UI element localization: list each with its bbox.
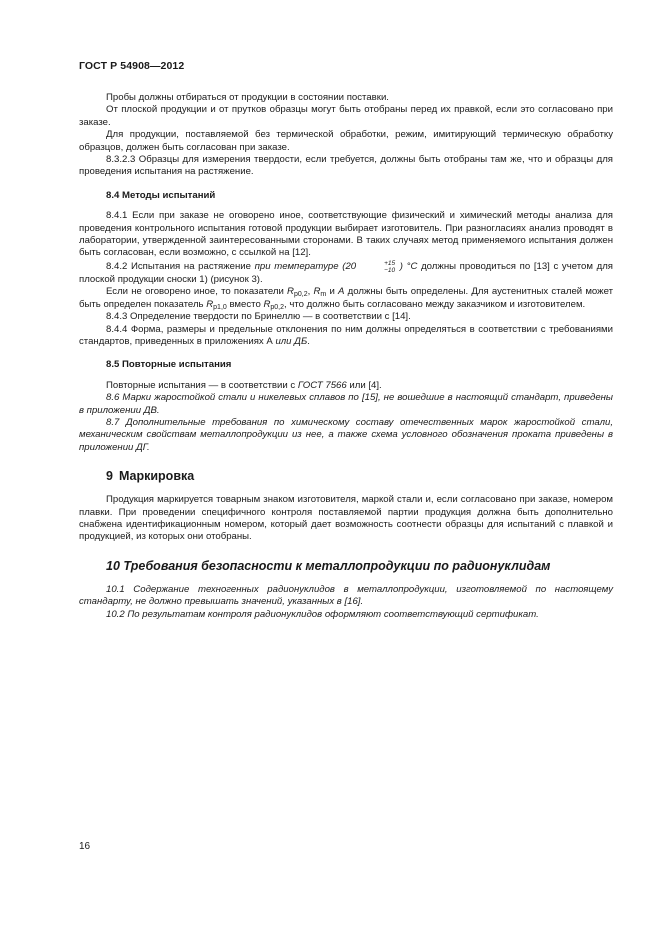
paragraph-10-2: 10.2 По результатам контроля радионуклидов оформляют соответствующий сертификат. (106, 608, 539, 620)
paragraph: Пробы должны отбираться от продукции в состоянии поставки. (106, 92, 389, 103)
paragraph-8-4-2-cont: Если не оговорено иное, то показатели $R_{p0,2}$, $R_m$ и A должны быть определены. Для аустенитных сталей может быть определен показатель $R_{p1,0}$ вместо $R_{p0,2}$, что должно быть согласовано между заказчиком и изготовителем. (79, 286, 613, 311)
paragraph-8-6: 8.6 Марки жаростойкой стали и никелевых сплавов по [15], не вошедшие в настоящий стандарт, приведены в приложении ДВ. (79, 392, 613, 416)
document-body (79, 92, 613, 621)
paragraph-8-7: 8.7 Дополнительные требования по химическому составу отечественных марок жаростойкой стали, механическим свойствам металлопродукции из нее, а также схема условного обозначения проката приведены в приложении ДГ. (79, 416, 613, 453)
paragraph: Для продукции, поставляемой без термической обработки, режим, имитирующий термическую обработку образцов, должен быть согласован при заказе. (79, 129, 613, 153)
paragraph: От плоской продукции и от прутков образцы могут быть отобраны перед их правкой, если это согласовано при заказе. (79, 104, 613, 128)
paragraph-10-1: 10.1 Содержание техногенных радионуклидов в металлопродукции, изготовляемой по настоящему стандарту, не должно превышать значений, указанных в [16]. (79, 583, 613, 608)
paragraph-8-3-2-3: 8.3.2.3 Образцы для измерения твердости, если требуется, должны быть отобраны там же, что и образцы для проведения испытания на растяжение. (79, 154, 613, 178)
section-heading-8-4: 8.4 Методы испытаний (106, 189, 216, 201)
paragraph-8-4-1: 8.4.1 Если при заказе не оговорено иное, соответствующие физический и химический методы анализа для проведения контрольного испытания готовой продукции выбирает изготовитель. При разногласиях анализ проводят в лаборатории, утвержденной заинтересованными сторонами. В таких случаях метод применяемого испытания должен быть согласован, если возможно, с ссылкой на [12]. (79, 210, 613, 259)
standard-header: ГОСТ Р 54908—2012 (79, 60, 185, 72)
page-number: 16 (79, 841, 91, 852)
section-heading-9: 9 Маркировка (106, 469, 195, 484)
paragraph-9: Продукция маркируется товарным знаком изготовителя, маркой стали и, если согласовано при заказе, номером плавки. При проведении специфичного контроля поставляемой партии продукция должна быть дополнительно снабжена идентификационным номером, который дает возможность соотнести образцы для испытаний с плавкой и продукцией, из которых они отобраны. (79, 494, 613, 543)
paragraph-8-4-2: 8.4.2 Испытания на растяжение при температуре (20 +15 −10 ) °C должны проводиться по [13] с учетом для плоской продукции сноски 1) (рисунок 3). (79, 259, 613, 285)
section-heading-8-5: 8.5 Повторные испытания (106, 359, 232, 371)
section-heading-10: 10 Требования безопасности к металлопродукции по радионуклидам (106, 558, 551, 573)
paragraph-8-4-3: 8.4.3 Определение твердости по Бринеллю — в соответствии с [14]. (106, 311, 411, 323)
paragraph-8-4-4: 8.4.4 Форма, размеры и предельные отклонения по ним должны определяться в соответствии с требованиями стандартов, приведенных в приложениях А или ДБ. (79, 323, 613, 347)
tolerance-fraction: +15 −10 (384, 259, 396, 274)
paragraph-8-5: Повторные испытания — в соответствии с ГОСТ 7566 или [4]. (106, 379, 382, 391)
